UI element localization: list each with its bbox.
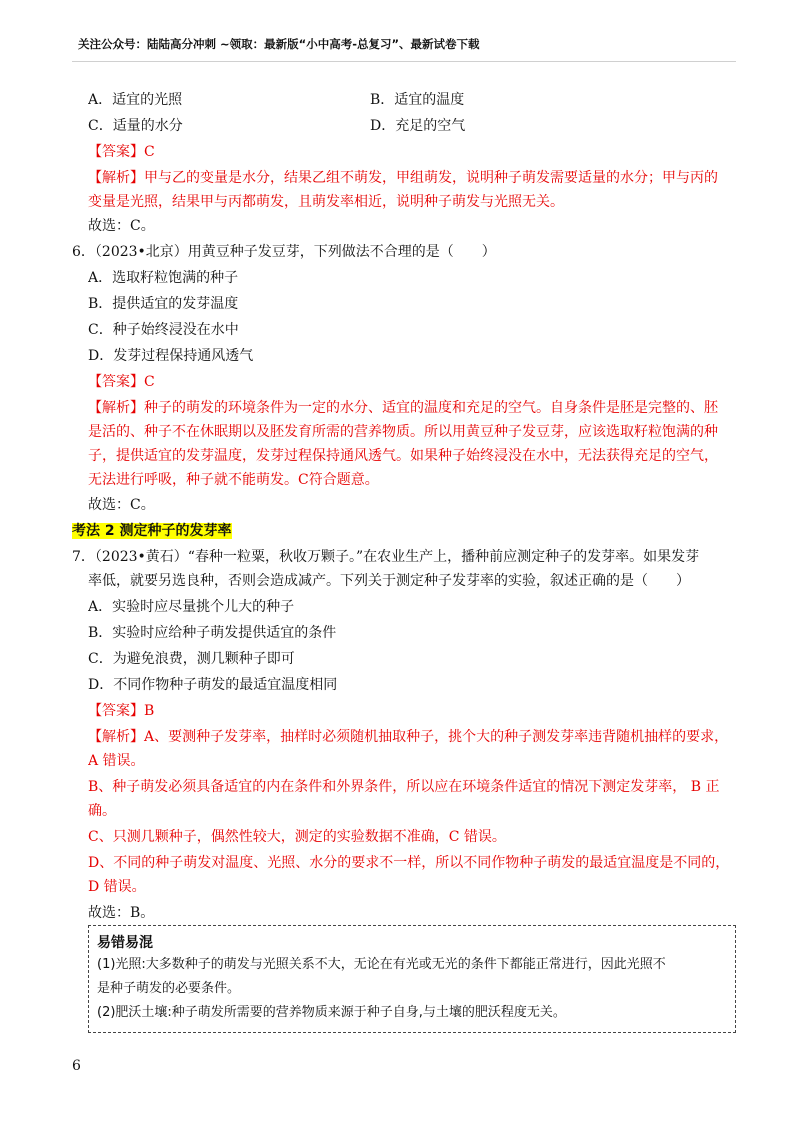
q7-option-a: A．实验时应尽量挑个儿大的种子 — [88, 599, 295, 615]
q7-analysis-line-6: D、不同的种子萌发对温度、光照、水分的要求不一样，所以不同作物种子萌发的最适宜温度是不同的， — [88, 855, 730, 871]
q5-answer: 【答案】C — [88, 144, 155, 160]
q7-option-b: B．实验时应给种子萌发提供适宜的条件 — [88, 625, 337, 641]
section-title: 考法 2 测定种子的发芽率 — [72, 523, 232, 539]
q5-option-c: C．适量的水分 — [88, 118, 183, 134]
tip-box-line-1: (1)光照:大多数种子的萌发与光照关系不大，无论在有光或无光的条件下都能正常进行，因此光照不 — [97, 957, 666, 972]
q5-option-a: A．适宜的光照 — [88, 92, 183, 108]
q6-analysis-line-3: 子，提供适宜的发芽温度，发芽过程保持通风透气。如果种子始终浸没在水中，无法获得充足的空气， — [88, 448, 718, 464]
q7-analysis-line-7: D 错误。 — [88, 879, 146, 895]
q7-analysis-line-3: B、种子萌发必须具备适宜的内在条件和外界条件，所以应在环境条件适宜的情况下测定发芽率， B 正 — [88, 779, 720, 795]
q7-analysis-line-4: 确。 — [88, 803, 116, 819]
q5-option-row-1 — [88, 90, 738, 110]
q7-analysis-line-5: C、只测几颗种子，偶然性较大，测定的实验数据不准确，C 错误。 — [88, 829, 506, 845]
q6-option-b: B．提供适宜的发芽温度 — [88, 296, 239, 312]
tip-box-line-3: (2)肥沃土壤:种子萌发所需要的营养物质来源于种子自身,与土壤的肥沃程度无关。 — [97, 1005, 566, 1020]
tip-box-title: 易错易混 — [97, 935, 153, 951]
q6-analysis-line-1: 【解析】种子的萌发的环境条件为一定的水分、适宜的温度和充足的空气。自身条件是胚是完整的、胚 — [88, 400, 718, 416]
q7-stem-line-1: 7．（2023•黄石）“春种一粒粟，秋收万颗子。”在农业生产上，播种前应测定种子的发芽率。如果发芽 — [72, 549, 700, 565]
q7-analysis-line-1: 【解析】A、要测种子发芽率，抽样时必须随机抽取种子，挑个大的种子测发芽率违背随机抽样的要求， — [88, 729, 729, 745]
q7-choice: 故选：B。 — [88, 905, 155, 921]
q5-option-row-2 — [88, 116, 738, 136]
q6-option-a: A．选取籽粒饱满的种子 — [88, 270, 239, 286]
q7-answer: 【答案】B — [88, 703, 155, 719]
q6-answer: 【答案】C — [88, 374, 155, 390]
tip-box — [88, 925, 736, 1033]
q6-stem: 6．（2023•北京）用黄豆种子发豆芽，下列做法不合理的是（ ） — [72, 244, 496, 260]
page-header: 关注公众号：陆陆高分冲刺 ~领取：最新版“小中高考-总复习”、最新试卷下载 — [78, 37, 480, 51]
q6-analysis-line-2: 是活的、种子不在休眠期以及胚发育所需的营养物质。所以用黄豆种子发豆芽，应该选取籽粒饱满的种 — [88, 424, 718, 440]
q5-choice: 故选：C。 — [88, 218, 155, 234]
q7-stem-line-2: 率低，就要另选良种，否则会造成减产。下列关于测定种子发芽率的实验，叙述正确的是（ ） — [88, 573, 690, 589]
header-divider — [72, 61, 736, 62]
q7-option-d: D．不同作物种子萌发的最适宜温度相同 — [88, 677, 338, 693]
q7-option-c: C．为避免浪费，测几颗种子即可 — [88, 651, 295, 667]
q5-analysis-line-1: 【解析】甲与乙的变量是水分，结果乙组不萌发，甲组萌发，说明种子萌发需要适量的水分；甲与丙的 — [88, 170, 718, 186]
q6-option-c: C．种子始终浸没在水中 — [88, 322, 239, 338]
q6-choice: 故选：C。 — [88, 497, 155, 513]
q7-analysis-line-2: A 错误。 — [88, 753, 145, 769]
tip-box-line-2: 是种子萌发的必要条件。 — [97, 981, 241, 996]
q5-option-d: D．充足的空气 — [370, 118, 466, 134]
q5-option-b: B．适宜的温度 — [370, 92, 465, 108]
q5-analysis-line-2: 变量是光照，结果甲与丙都萌发，且萌发率相近，说明种子萌发与光照无关。 — [88, 194, 564, 210]
section-title-wrap — [72, 521, 722, 541]
q6-option-d: D．发芽过程保持通风透气 — [88, 348, 254, 364]
page-number: 6 — [72, 1058, 81, 1074]
q6-analysis-line-4: 无法进行呼吸，种子就不能萌发。C符合题意。 — [88, 472, 379, 488]
